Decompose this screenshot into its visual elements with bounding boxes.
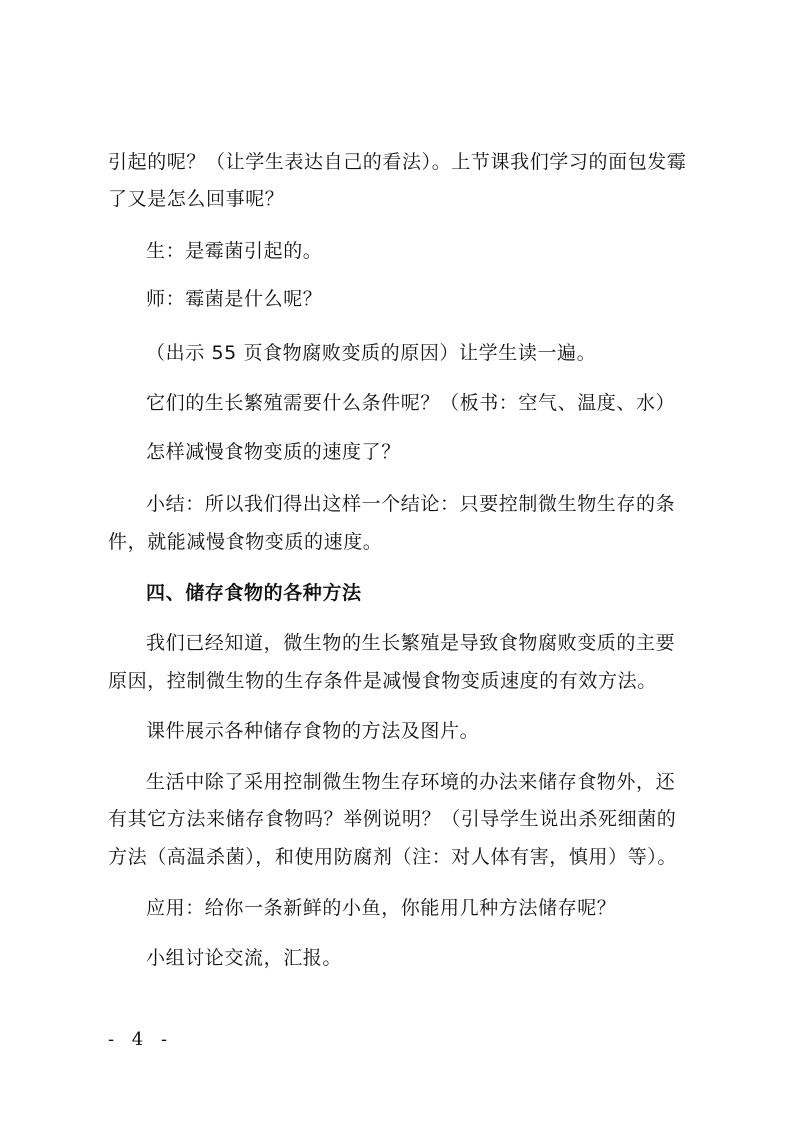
paragraph-line: 原因，控制微生物的生存条件是减慢食物变质速度的有效方法。: [108, 670, 657, 692]
paragraph-line: 方法（高温杀菌），和使用防腐剂（注：对人体有害，慎用）等）。: [108, 846, 678, 868]
paragraph-line: 生：是霉菌引起的。: [146, 240, 323, 262]
paragraph-line: 件，就能减慢食物变质的速度。: [108, 531, 383, 553]
paragraph-line: 有其它方法来储存食物吗？举例说明？（引导学生说出杀死细菌的: [108, 808, 677, 830]
paragraph-line: 了又是怎么回事呢？: [108, 188, 285, 210]
paragraph-line: 师：霉菌是什么呢？: [146, 288, 323, 310]
paragraph-line: 引起的呢？（让学生表达自己的看法）。上节课我们学习的面包发霉: [108, 151, 687, 173]
paragraph-line: 我们已经知道，微生物的生长繁殖是导致食物腐败变质的主要: [146, 632, 676, 654]
paragraph-line: 应用：给你一条新鲜的小鱼，你能用几种方法储存呢？: [146, 897, 617, 919]
paragraph-line: 它们的生长繁殖需要什么条件呢？（板书：空气、温度、水）: [146, 392, 676, 414]
paragraph-line: 小结：所以我们得出这样一个结论：只要控制微生物生存的条: [146, 493, 676, 515]
paragraph-line: 生活中除了采用控制微生物生存环境的办法来储存食物外，还: [146, 771, 676, 793]
paragraph-line: 课件展示各种储存食物的方法及图片。: [146, 720, 480, 742]
paragraph-line: 怎样减慢食物变质的速度了？: [146, 441, 401, 463]
section-heading: 四、储存食物的各种方法: [146, 582, 362, 604]
page-number: - 4 -: [108, 1029, 174, 1050]
paragraph-line: 小组讨论交流，汇报。: [146, 947, 343, 969]
paragraph-line: （出示 55 页食物腐败变质的原因）让学生读一遍。: [146, 342, 597, 364]
